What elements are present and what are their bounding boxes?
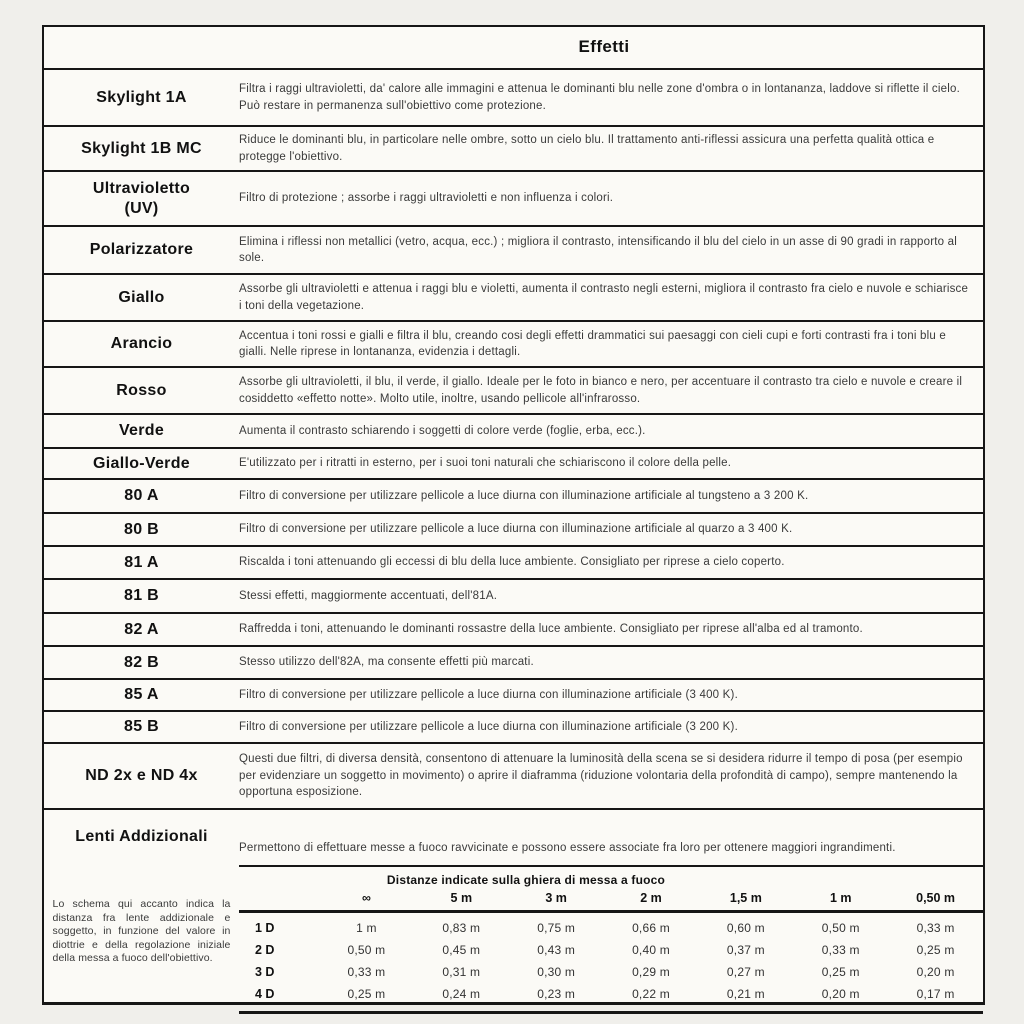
distance-value: 0,33 m <box>347 965 386 979</box>
filter-description: Filtra i raggi ultravioletti, da' calore alle immagini e attenua le dominanti blu nelle zone d'ombra o in lontananza, laddove si riflette il cielo. Può restare in permanenza sull'obiettivo come protezione. <box>239 83 960 112</box>
table-row <box>44 680 983 712</box>
filter-description: Aumenta il contrasto schiarendo i soggetti di colore verde (foglie, erba, ecc.). <box>239 424 646 437</box>
filter-description: Riduce le dominanti blu, in particolare nelle ombre, sotto un cielo blu. Il trattamento anti-riflessi assicura una perfetta qualità ottica e protegge l'obiettivo. <box>239 134 935 163</box>
distance-value: 0,33 m <box>821 943 860 957</box>
filter-effects-table <box>42 25 985 1005</box>
distance-table-row <box>239 961 983 983</box>
distance-value: 0,23 m <box>537 987 576 1001</box>
filter-name: 81 B <box>124 587 159 604</box>
table-row <box>44 172 983 227</box>
filter-description: Questi due filtri, di diversa densità, consentono di attenuare la luminosità della scena se si desidera ridurre il tempo di posa (per esempio per evidenziare un soggetto in movimento) o aprire il diaframma (riduzione volontaria della profondità di campo), sempre mantenendo la opportuna esposizione. <box>239 753 963 799</box>
distance-value: 0,66 m <box>632 921 670 935</box>
table-row <box>44 70 983 127</box>
lenti-addizionali-row <box>44 810 983 1015</box>
table-row <box>44 744 983 810</box>
filter-name: Verde <box>118 422 165 439</box>
distance-value: 0,30 m <box>537 965 576 979</box>
table-row <box>44 614 983 647</box>
table-row <box>44 514 983 547</box>
filter-description: Raffredda i toni, attenuando le dominanti rossastre della luce ambiente. Consigliato per riprese all'alba ed al tramonto. <box>239 623 863 636</box>
filter-description: Accentua i toni rossi e gialli e filtra il blu, creando cosi degli effetti drammatici sui paesaggi con cieli cupi e forti contrasti fra i toni blu e gialli. Nelle riprese in lontananza, evidenzia i dettagli. <box>239 329 946 358</box>
filter-name: Skylight 1A <box>96 88 187 106</box>
table-row <box>44 368 983 415</box>
filter-name: Giallo <box>118 288 165 306</box>
filter-description: Riscalda i toni attenuando gli eccessi di blu della luce ambiente. Consigliato per riprese a cielo coperto. <box>239 556 785 569</box>
distance-value: 0,22 m <box>632 987 670 1001</box>
column-header: 5 m <box>450 891 473 905</box>
distance-value: 0,50 m <box>821 921 860 935</box>
diopter-label: 4 D <box>255 987 275 1001</box>
distance-table-row <box>239 939 983 961</box>
distance-value: 0,43 m <box>537 943 576 957</box>
column-header: 0,50 m <box>916 891 956 905</box>
distance-value: 0,31 m <box>442 965 481 979</box>
filter-name: 80 B <box>124 520 159 538</box>
distance-value: 0,60 m <box>726 921 765 935</box>
filter-name: 80 A <box>124 487 159 504</box>
column-header: 1 m <box>829 891 852 905</box>
distance-value: 0,29 m <box>632 965 670 979</box>
distance-value: 0,25 m <box>916 943 955 957</box>
filter-description: Assorbe gli ultravioletti, il blu, il verde, il giallo. Ideale per le foto in bianco e nero, per accentuare il contrasto tra cielo e nuvole e creare il cosiddetto «effetto notte». Molto utile, inoltre, usando pellicole all'infrarosso. <box>239 376 963 405</box>
filter-description: Stesso utilizzo dell'82A, ma consente effetti più marcati. <box>239 656 534 669</box>
diopter-label: 1 D <box>255 921 275 935</box>
table-row <box>44 227 983 275</box>
distance-value: 0,37 m <box>726 943 765 957</box>
distance-value: 0,21 m <box>726 987 765 1001</box>
distance-value: 0,75 m <box>537 921 576 935</box>
filter-name: 85 A <box>124 686 159 703</box>
distance-value: 0,25 m <box>347 987 386 1001</box>
distance-value: 1 m <box>356 921 377 935</box>
filter-description: Elimina i riflessi non metallici (vetro, acqua, ecc.) ; migliora il contrasto, intensificando il blu del cielo in un asse di 90 gradi in rapporto al sole. <box>239 235 958 264</box>
distance-value: 0,24 m <box>442 987 481 1001</box>
table-row <box>44 547 983 580</box>
filter-description: Stessi effetti, maggiormente accentuati, dell'81A. <box>239 589 498 602</box>
distance-value: 0,27 m <box>726 965 765 979</box>
filter-description: Assorbe gli ultravioletti e attenua i raggi blu e violetti, aumenta il contrasto negli esterni, migliora il contrasto fra cielo e nuvole e schiarisce i toni della vegetazione. <box>239 283 969 312</box>
filter-description: Filtro di conversione per utilizzare pellicole a luce diurna con illuminazione artificiale (3 400 K). <box>239 688 738 701</box>
filter-description: Filtro di protezione ; assorbe i raggi ultravioletti e non influenza i colori. <box>239 192 614 205</box>
filter-name: 82 A <box>124 620 159 638</box>
diopter-label: 2 D <box>255 943 275 957</box>
distance-value: 0,45 m <box>442 943 481 957</box>
column-header-infinity: ∞ <box>361 891 371 905</box>
filter-name: 82 B <box>124 653 159 671</box>
table-row <box>44 322 983 368</box>
table-row <box>44 580 983 614</box>
filter-name: 81 A <box>124 553 159 571</box>
filter-description: Filtro di conversione per utilizzare pellicole a luce diurna con illuminazione artificiale (3 200 K). <box>239 720 738 733</box>
filter-description: Filtro di conversione per utilizzare pellicole a luce diurna con illuminazione artificiale al quarzo a 3 400 K. <box>239 523 793 536</box>
table-header-row <box>44 27 983 70</box>
table-row <box>44 712 983 744</box>
distance-table-title: Distanze indicate sulla ghiera di messa a fuoco <box>386 873 666 887</box>
distance-table-row <box>239 983 983 1005</box>
distance-value: 0,50 m <box>347 943 386 957</box>
distance-value: 0,17 m <box>916 987 955 1001</box>
header-empty-cell <box>44 27 239 68</box>
filter-name: Polarizzatore <box>89 241 194 258</box>
filter-name: Rosso <box>116 381 167 399</box>
distance-value: 0,40 m <box>632 943 670 957</box>
filter-description: Filtro di conversione per utilizzare pellicole a luce diurna con illuminazione artificiale al tungsteno a 3 200 K. <box>239 489 809 502</box>
table-row <box>44 275 983 322</box>
table-row <box>44 415 983 449</box>
distance-value: 0,20 m <box>916 965 955 979</box>
distance-value: 0,83 m <box>442 921 481 935</box>
distance-table-row <box>239 917 983 939</box>
diopter-note: Lo schema qui accanto indica la distanza fra lente addizionale e soggetto, in funzione del valore in diottrie e della regolazione iniziale della messa a fuoco dell'obiettivo. <box>52 898 231 964</box>
column-header: 3 m <box>545 891 567 905</box>
distance-value: 0,20 m <box>821 987 860 1001</box>
filter-description: E'utilizzato per i ritratti in esterno, per i suoi toni naturali che schiariscono il colore della pelle. <box>239 457 732 470</box>
diopter-label: 3 D <box>255 965 275 979</box>
filter-name: Ultravioletto (UV) <box>92 179 191 217</box>
table-row <box>44 480 983 514</box>
table-row <box>44 127 983 172</box>
filter-name: Skylight 1B MC <box>81 139 202 157</box>
column-header: 2 m <box>640 891 662 905</box>
filter-name: Giallo-Verde <box>93 454 190 472</box>
distance-value: 0,33 m <box>916 921 955 935</box>
distance-value: 0,25 m <box>821 965 860 979</box>
column-header: 1,5 m <box>729 891 762 905</box>
filter-description: Permettono di effettuare messe a fuoco ravvicinate e possono essere associate fra loro per ottenere maggiori ingrandimenti. <box>239 842 896 854</box>
filter-name: Lenti Addizionali <box>75 828 208 845</box>
filter-name: 85 B <box>124 718 159 735</box>
distance-table-header <box>239 891 983 905</box>
table-row <box>44 449 983 480</box>
effects-column-header: Effetti <box>578 37 630 57</box>
filter-name: Arancio <box>110 335 173 352</box>
table-row <box>44 647 983 680</box>
filter-name: ND 2x e ND 4x <box>85 767 198 784</box>
focus-distance-table <box>239 865 983 1015</box>
